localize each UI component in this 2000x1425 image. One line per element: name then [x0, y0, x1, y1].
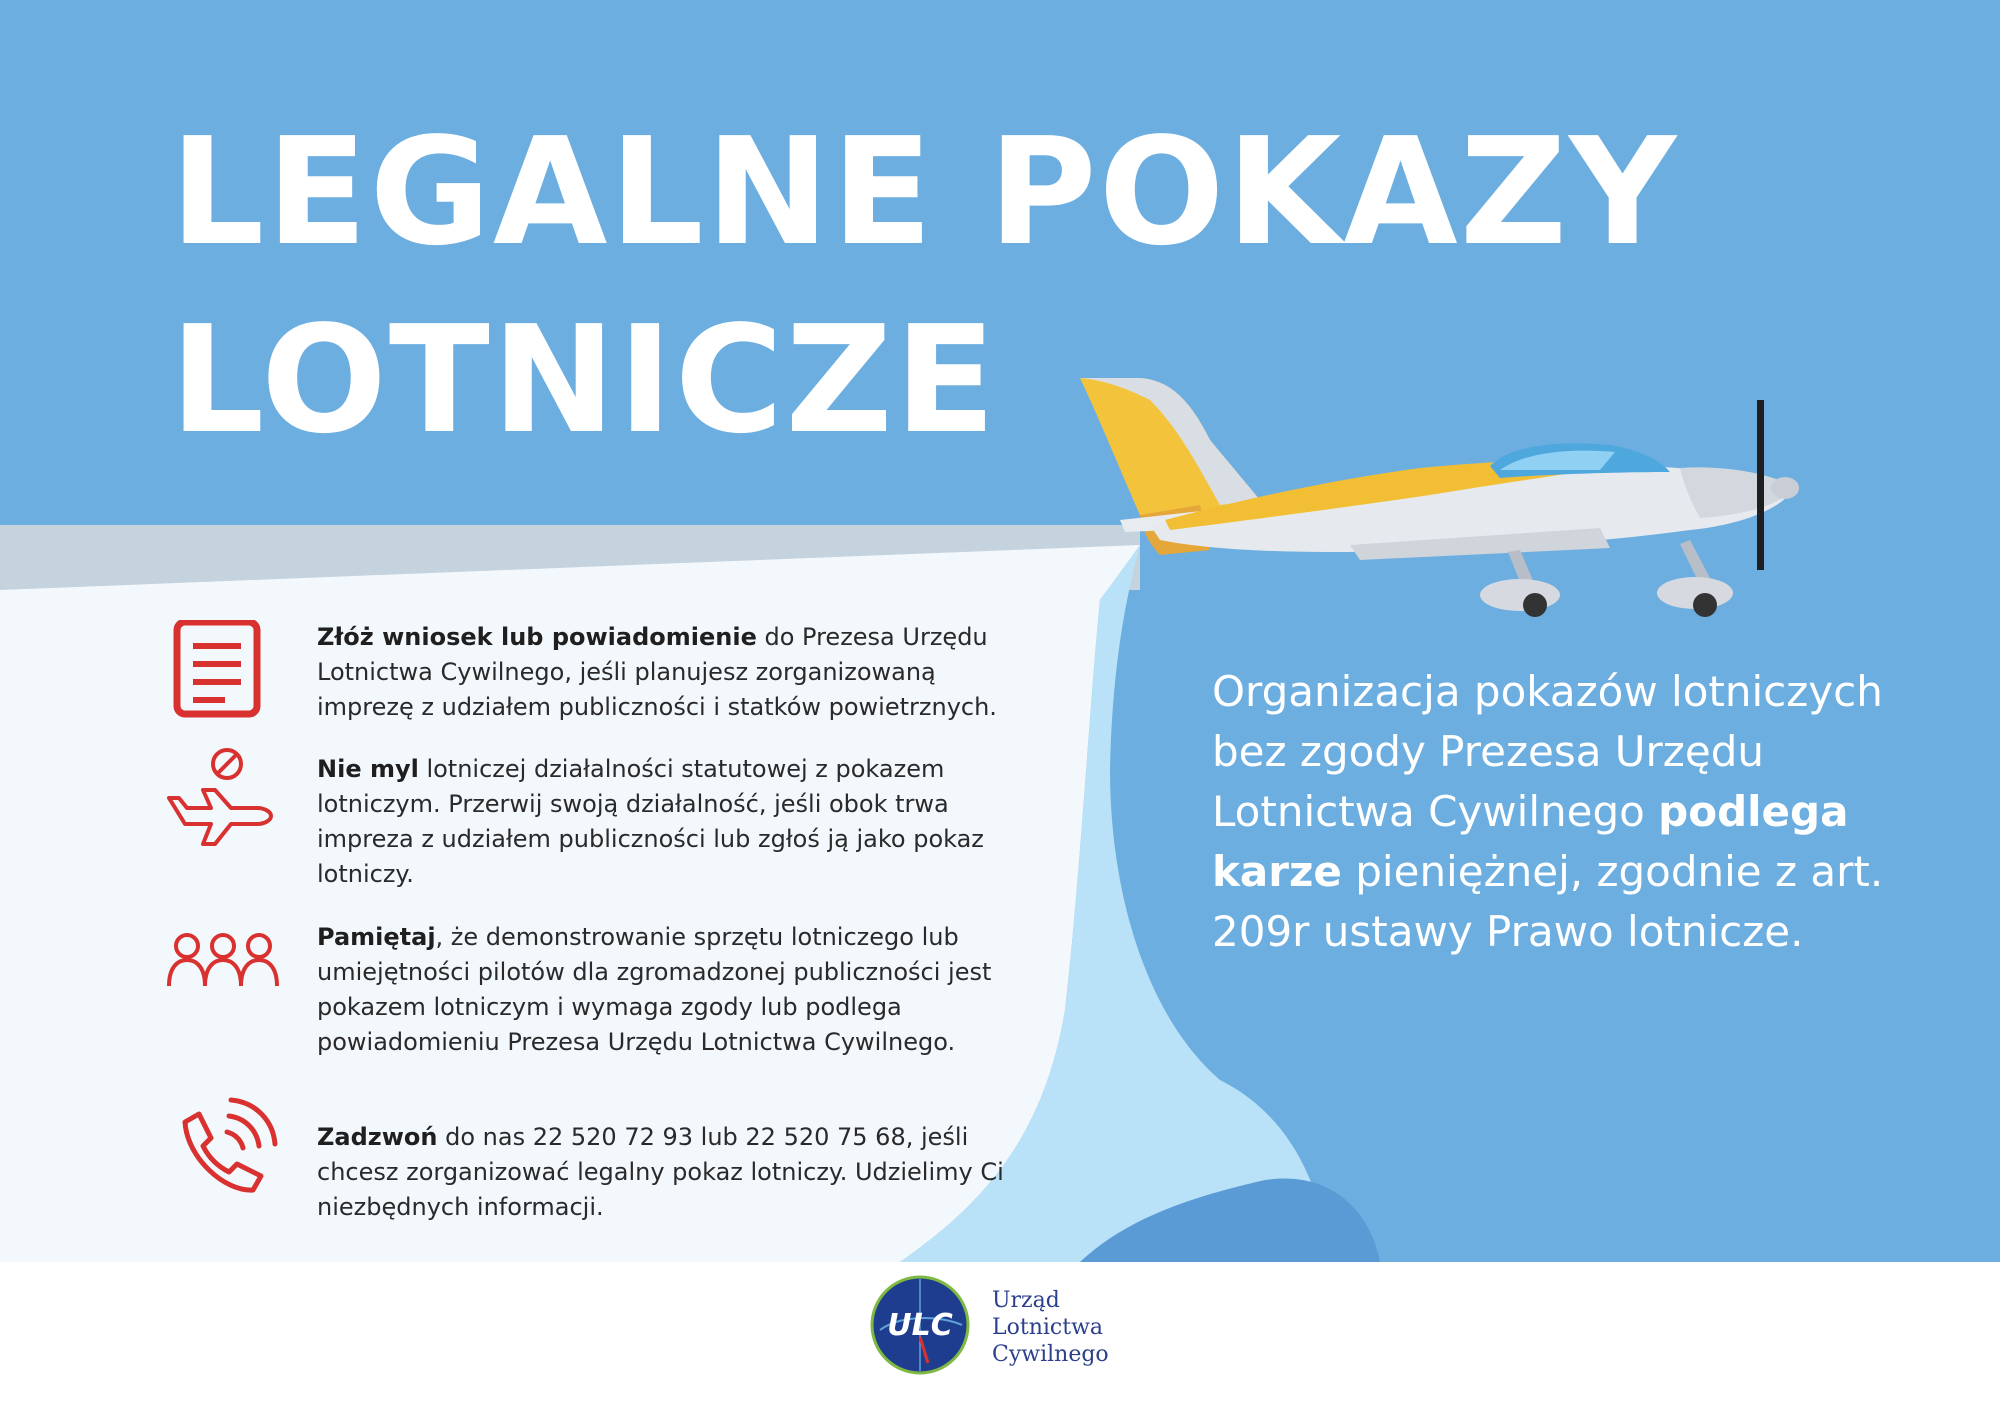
- authority-name-line: Urząd: [992, 1288, 1060, 1313]
- item-bold: Złóż wniosek lub powiadomienie: [317, 623, 757, 651]
- ulc-logo-icon: [870, 1275, 970, 1375]
- document-icon: [165, 620, 285, 730]
- item-text: [317, 920, 1017, 1060]
- phone-icon: [165, 1092, 285, 1202]
- item-bold: Zadzwoń: [317, 1123, 438, 1151]
- item-text: [317, 1120, 1017, 1225]
- item-text: [317, 752, 1017, 892]
- item-body: lotniczej działalności statutowej z pokazem lotniczym. Przerwij swoją działalność, jeśli obok trwa impreza z udziałem publiczności lub zgłoś ją jako pokaz lotniczy.: [317, 755, 984, 888]
- logo-letters: ULC: [887, 1308, 953, 1343]
- title-line-2: LOTNICZE: [170, 294, 998, 466]
- title-line-1: LEGALNE POKAZY: [170, 106, 1679, 278]
- penalty-warning: [1212, 662, 1912, 962]
- item-text: [317, 620, 1017, 725]
- authority-name-line: Lotnictwa: [992, 1315, 1104, 1340]
- item-body: do nas 22 520 72 93 lub 22 520 75 68, jeśli chcesz zorganizować legalny pokaz lotniczy. Udzielimy Ci niezbędnych informacji.: [317, 1123, 1004, 1221]
- no-airplane-icon: [165, 746, 285, 856]
- warning-before: Organizacja pokazów lotniczych bez zgody Prezesa Urzędu Lotnictwa Cywilnego: [1212, 667, 1883, 836]
- item-bold: Nie myl: [317, 755, 419, 783]
- item-body: do Prezesa Urzędu Lotnictwa Cywilnego, jeśli planujesz zorganizowaną imprezę z udziałem publiczności i statków powietrznych.: [317, 623, 997, 721]
- authority-name-line: Cywilnego: [992, 1342, 1109, 1367]
- authority-name: [992, 1287, 1109, 1368]
- item-body: , że demonstrowanie sprzętu lotniczego lub umiejętności pilotów dla zgromadzonej publiczności jest pokazem lotniczym i wymaga zgody lub podlega powiadomieniu Prezesa Urzędu Lotnictwa Cywilnego.: [317, 923, 992, 1056]
- warning-bold: podlega karze: [1212, 787, 1849, 896]
- people-icon: [165, 924, 285, 1034]
- item-bold: Pamiętaj: [317, 923, 436, 951]
- warning-after: pieniężnej, zgodnie z art. 209r ustawy Prawo lotnicze.: [1212, 847, 1884, 956]
